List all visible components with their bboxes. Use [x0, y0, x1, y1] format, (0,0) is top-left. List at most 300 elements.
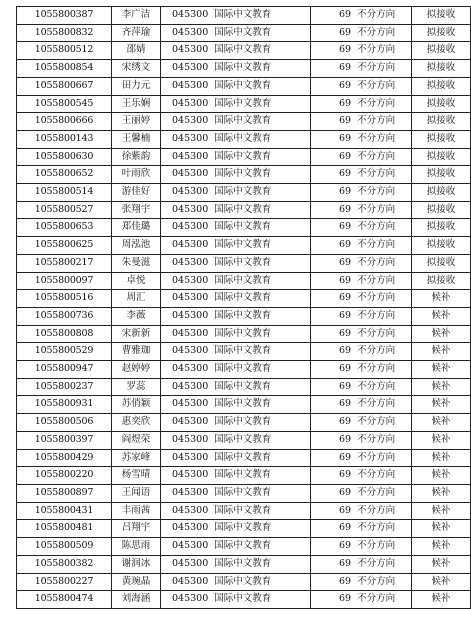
major-code: 045300: [172, 132, 209, 144]
candidate-name-cell: 齐萍瑜: [112, 24, 161, 42]
table-row: [17, 95, 471, 113]
score-direction-cell: [311, 7, 412, 25]
major-code: 045300: [172, 345, 209, 357]
score-value: 69: [339, 593, 352, 605]
candidate-id-cell: 1055800947: [17, 361, 112, 379]
admission-status-cell: 候补: [412, 307, 471, 325]
admission-status-cell: 候补: [412, 396, 471, 414]
direction-label: 不分方向: [357, 79, 396, 91]
table-row: [17, 396, 471, 414]
major-cell: [161, 484, 311, 502]
table-row: [17, 378, 471, 396]
direction-label: 不分方向: [357, 363, 396, 375]
candidate-name-cell: 卓悦: [112, 272, 161, 290]
major-cell: [161, 361, 311, 379]
table-row: [17, 60, 471, 78]
score-value: 69: [339, 221, 352, 233]
score-value: 69: [339, 239, 352, 251]
major-code: 045300: [172, 380, 209, 392]
admission-status-cell: 候补: [412, 484, 471, 502]
score-direction-cell: [311, 95, 412, 113]
major-name: 国际中文教育: [214, 363, 272, 375]
candidate-name-cell: 周泓池: [112, 237, 161, 255]
score-value: 69: [339, 469, 352, 481]
admission-status-cell: 候补: [412, 431, 471, 449]
table-row: [17, 113, 471, 131]
score-value: 69: [339, 97, 352, 109]
candidate-name-cell: 徐紫韵: [112, 148, 161, 166]
candidate-id-cell: 1055800387: [17, 7, 112, 25]
candidate-id-cell: 1055800832: [17, 24, 112, 42]
major-code: 045300: [172, 504, 209, 516]
candidate-id-cell: 1055800630: [17, 148, 112, 166]
score-value: 69: [339, 62, 352, 74]
candidate-id-cell: 1055800808: [17, 325, 112, 343]
major-code: 045300: [172, 469, 209, 481]
table-row: [17, 42, 471, 60]
score-direction-cell: [311, 378, 412, 396]
major-cell: [161, 237, 311, 255]
major-name: 国际中文教育: [214, 398, 272, 410]
major-cell: [161, 307, 311, 325]
direction-label: 不分方向: [357, 26, 396, 38]
major-cell: [161, 219, 311, 237]
score-value: 69: [339, 256, 352, 268]
direction-label: 不分方向: [357, 9, 396, 20]
admission-status-cell: 拟接收: [412, 24, 471, 42]
major-code: 045300: [172, 186, 209, 198]
direction-label: 不分方向: [357, 433, 396, 445]
admission-status-cell: 拟接收: [412, 77, 471, 95]
candidate-id-cell: 1055800666: [17, 113, 112, 131]
table-row: [17, 254, 471, 272]
score-value: 69: [339, 9, 352, 20]
candidate-id-cell: 1055800652: [17, 166, 112, 184]
major-name: 国际中文教育: [214, 575, 272, 587]
table-row: [17, 184, 471, 202]
major-code: 045300: [172, 150, 209, 162]
major-cell: [161, 414, 311, 432]
admission-status-cell: 候补: [412, 520, 471, 538]
major-code: 045300: [172, 292, 209, 304]
admission-status-cell: 候补: [412, 591, 471, 609]
table-row: [17, 414, 471, 432]
direction-label: 不分方向: [357, 132, 396, 144]
major-cell: [161, 272, 311, 290]
candidate-name-cell: 陈思雨: [112, 538, 161, 556]
major-code: 045300: [172, 398, 209, 410]
score-value: 69: [339, 380, 352, 392]
candidate-id-cell: 1055800097: [17, 272, 112, 290]
table-body: [17, 7, 471, 609]
major-code: 045300: [172, 557, 209, 569]
major-code: 045300: [172, 522, 209, 534]
admission-status-cell: 候补: [412, 467, 471, 485]
major-code: 045300: [172, 168, 209, 180]
candidate-id-cell: 1055800397: [17, 431, 112, 449]
score-value: 69: [339, 79, 352, 91]
major-cell: [161, 184, 311, 202]
candidate-id-cell: 1055800545: [17, 95, 112, 113]
major-name: 国际中文教育: [214, 416, 272, 428]
score-direction-cell: [311, 520, 412, 538]
major-cell: [161, 502, 311, 520]
table-row: [17, 272, 471, 290]
major-cell: [161, 555, 311, 573]
major-cell: [161, 148, 311, 166]
score-value: 69: [339, 575, 352, 587]
table-row: [17, 201, 471, 219]
candidate-name-cell: 宋新新: [112, 325, 161, 343]
major-name: 国际中文教育: [214, 44, 272, 56]
score-direction-cell: [311, 484, 412, 502]
candidate-name-cell: 阎煜荣: [112, 431, 161, 449]
major-name: 国际中文教育: [214, 62, 272, 74]
candidate-name-cell: 惠奕欣: [112, 414, 161, 432]
score-direction-cell: [311, 24, 412, 42]
candidate-id-cell: 1055800854: [17, 60, 112, 78]
major-code: 045300: [172, 363, 209, 375]
major-code: 045300: [172, 62, 209, 74]
table-row: [17, 573, 471, 591]
table-row: [17, 24, 471, 42]
major-cell: [161, 573, 311, 591]
admission-status-cell: 候补: [412, 290, 471, 308]
candidate-id-cell: 1055800514: [17, 184, 112, 202]
major-cell: [161, 7, 311, 25]
admission-status-cell: 候补: [412, 555, 471, 573]
admission-status-cell: 候补: [412, 449, 471, 467]
major-name: 国际中文教育: [214, 203, 272, 215]
score-direction-cell: [311, 272, 412, 290]
score-direction-cell: [311, 201, 412, 219]
score-value: 69: [339, 115, 352, 127]
major-cell: [161, 396, 311, 414]
score-value: 69: [339, 186, 352, 198]
major-code: 045300: [172, 221, 209, 233]
candidate-id-cell: 1055800220: [17, 467, 112, 485]
score-value: 69: [339, 363, 352, 375]
score-direction-cell: [311, 254, 412, 272]
direction-label: 不分方向: [357, 522, 396, 534]
major-cell: [161, 431, 311, 449]
score-value: 69: [339, 150, 352, 162]
score-value: 69: [339, 540, 352, 552]
candidate-name-cell: 曹雅珈: [112, 343, 161, 361]
score-direction-cell: [311, 60, 412, 78]
admission-status-cell: 拟接收: [412, 237, 471, 255]
score-value: 69: [339, 451, 352, 463]
admission-status-cell: 候补: [412, 538, 471, 556]
direction-label: 不分方向: [357, 327, 396, 339]
admission-status-cell: 拟接收: [412, 184, 471, 202]
candidate-id-cell: 1055800736: [17, 307, 112, 325]
score-direction-cell: [311, 343, 412, 361]
admission-status-cell: 候补: [412, 378, 471, 396]
candidate-id-cell: 1055800481: [17, 520, 112, 538]
table-row: [17, 591, 471, 609]
admission-status-cell: 拟接收: [412, 60, 471, 78]
major-cell: [161, 24, 311, 42]
major-code: 045300: [172, 79, 209, 91]
major-name: 国际中文教育: [214, 168, 272, 180]
candidate-name-cell: 黄琬晶: [112, 573, 161, 591]
direction-label: 不分方向: [357, 345, 396, 357]
major-name: 国际中文教育: [214, 132, 272, 144]
major-code: 045300: [172, 203, 209, 215]
candidate-name-cell: 游佳好: [112, 184, 161, 202]
direction-label: 不分方向: [357, 540, 396, 552]
candidate-id-cell: 1055800931: [17, 396, 112, 414]
major-code: 045300: [172, 486, 209, 498]
direction-label: 不分方向: [357, 451, 396, 463]
admission-status-cell: 拟接收: [412, 95, 471, 113]
score-value: 69: [339, 309, 352, 321]
candidate-name-cell: 田力元: [112, 77, 161, 95]
direction-label: 不分方向: [357, 256, 396, 268]
direction-label: 不分方向: [357, 469, 396, 481]
candidate-id-cell: 1055800474: [17, 591, 112, 609]
major-code: 045300: [172, 575, 209, 587]
admission-status-cell: 候补: [412, 343, 471, 361]
admission-status-cell: 拟接收: [412, 7, 471, 25]
score-direction-cell: [311, 237, 412, 255]
major-name: 国际中文教育: [214, 486, 272, 498]
candidate-id-cell: 1055800237: [17, 378, 112, 396]
score-value: 69: [339, 522, 352, 534]
major-cell: [161, 520, 311, 538]
table-row: [17, 307, 471, 325]
major-code: 045300: [172, 44, 209, 56]
score-direction-cell: [311, 325, 412, 343]
table-row: [17, 484, 471, 502]
major-code: 045300: [172, 9, 209, 20]
admission-status-cell: 候补: [412, 414, 471, 432]
direction-label: 不分方向: [357, 557, 396, 569]
admission-status-cell: 拟接收: [412, 42, 471, 60]
score-direction-cell: [311, 166, 412, 184]
candidate-name-cell: 谢润冰: [112, 555, 161, 573]
score-direction-cell: [311, 219, 412, 237]
candidate-id-cell: 1055800431: [17, 502, 112, 520]
major-cell: [161, 60, 311, 78]
score-direction-cell: [311, 42, 412, 60]
score-direction-cell: [311, 113, 412, 131]
table-row: [17, 237, 471, 255]
score-value: 69: [339, 345, 352, 357]
candidate-name-cell: 刘海涵: [112, 591, 161, 609]
score-direction-cell: [311, 591, 412, 609]
score-direction-cell: [311, 290, 412, 308]
admission-list-table: [16, 6, 471, 609]
score-value: 69: [339, 26, 352, 38]
major-name: 国际中文教育: [214, 380, 272, 392]
candidate-id-cell: 1055800529: [17, 343, 112, 361]
score-direction-cell: [311, 467, 412, 485]
direction-label: 不分方向: [357, 416, 396, 428]
score-direction-cell: [311, 538, 412, 556]
major-cell: [161, 449, 311, 467]
direction-label: 不分方向: [357, 575, 396, 587]
major-code: 045300: [172, 97, 209, 109]
major-cell: [161, 130, 311, 148]
candidate-id-cell: 1055800897: [17, 484, 112, 502]
candidate-name-cell: 苏俏颖: [112, 396, 161, 414]
direction-label: 不分方向: [357, 292, 396, 304]
table-row: [17, 555, 471, 573]
major-cell: [161, 95, 311, 113]
candidate-name-cell: 周汇: [112, 290, 161, 308]
score-value: 69: [339, 327, 352, 339]
table-row: [17, 343, 471, 361]
table-row: [17, 467, 471, 485]
candidate-name-cell: 丰雨茜: [112, 502, 161, 520]
direction-label: 不分方向: [357, 168, 396, 180]
score-value: 69: [339, 44, 352, 56]
table-row: [17, 431, 471, 449]
direction-label: 不分方向: [357, 115, 396, 127]
score-direction-cell: [311, 449, 412, 467]
admission-status-cell: 候补: [412, 361, 471, 379]
table-row: [17, 538, 471, 556]
score-direction-cell: [311, 396, 412, 414]
major-cell: [161, 290, 311, 308]
direction-label: 不分方向: [357, 309, 396, 321]
candidate-id-cell: 1055800512: [17, 42, 112, 60]
candidate-id-cell: 1055800382: [17, 555, 112, 573]
table-row: [17, 520, 471, 538]
major-code: 045300: [172, 593, 209, 605]
candidate-name-cell: 李薇: [112, 307, 161, 325]
major-name: 国际中文教育: [214, 469, 272, 481]
score-value: 69: [339, 274, 352, 286]
candidate-id-cell: 1055800527: [17, 201, 112, 219]
major-name: 国际中文教育: [214, 186, 272, 198]
major-code: 045300: [172, 451, 209, 463]
score-value: 69: [339, 416, 352, 428]
candidate-id-cell: 1055800429: [17, 449, 112, 467]
candidate-id-cell: 1055800217: [17, 254, 112, 272]
candidate-id-cell: 1055800516: [17, 290, 112, 308]
score-direction-cell: [311, 431, 412, 449]
admission-status-cell: 拟接收: [412, 130, 471, 148]
candidate-name-cell: 李广洁: [112, 7, 161, 25]
admission-status-cell: 拟接收: [412, 201, 471, 219]
major-code: 045300: [172, 309, 209, 321]
major-name: 国际中文教育: [214, 345, 272, 357]
table-row: [17, 130, 471, 148]
table-row: [17, 77, 471, 95]
table-row: [17, 219, 471, 237]
major-code: 045300: [172, 274, 209, 286]
major-name: 国际中文教育: [214, 327, 272, 339]
major-code: 045300: [172, 256, 209, 268]
candidate-name-cell: 王丽婷: [112, 113, 161, 131]
candidate-name-cell: 王乐娴: [112, 95, 161, 113]
major-name: 国际中文教育: [214, 115, 272, 127]
major-cell: [161, 77, 311, 95]
major-name: 国际中文教育: [214, 292, 272, 304]
candidate-name-cell: 朱曼滋: [112, 254, 161, 272]
candidate-name-cell: 宋绣文: [112, 60, 161, 78]
candidate-name-cell: 邵婧: [112, 42, 161, 60]
candidate-name-cell: 张翔宇: [112, 201, 161, 219]
table-row: [17, 361, 471, 379]
table-row: [17, 449, 471, 467]
candidate-name-cell: 赵婷婷: [112, 361, 161, 379]
score-value: 69: [339, 433, 352, 445]
direction-label: 不分方向: [357, 486, 396, 498]
major-name: 国际中文教育: [214, 504, 272, 516]
table-row: [17, 148, 471, 166]
major-cell: [161, 343, 311, 361]
admission-status-cell: 拟接收: [412, 148, 471, 166]
admission-status-cell: 拟接收: [412, 113, 471, 131]
score-value: 69: [339, 168, 352, 180]
table-row: [17, 290, 471, 308]
direction-label: 不分方向: [357, 593, 396, 605]
candidate-id-cell: 1055800506: [17, 414, 112, 432]
direction-label: 不分方向: [357, 380, 396, 392]
major-code: 045300: [172, 540, 209, 552]
direction-label: 不分方向: [357, 44, 396, 56]
admission-status-cell: 候补: [412, 502, 471, 520]
major-name: 国际中文教育: [214, 79, 272, 91]
major-code: 045300: [172, 115, 209, 127]
candidate-id-cell: 1055800653: [17, 219, 112, 237]
major-name: 国际中文教育: [214, 451, 272, 463]
direction-label: 不分方向: [357, 97, 396, 109]
major-name: 国际中文教育: [214, 26, 272, 38]
major-cell: [161, 325, 311, 343]
candidate-id-cell: 1055800509: [17, 538, 112, 556]
major-name: 国际中文教育: [214, 97, 272, 109]
score-value: 69: [339, 398, 352, 410]
major-cell: [161, 467, 311, 485]
score-direction-cell: [311, 555, 412, 573]
admission-status-cell: 拟接收: [412, 254, 471, 272]
score-direction-cell: [311, 77, 412, 95]
score-direction-cell: [311, 361, 412, 379]
score-direction-cell: [311, 573, 412, 591]
direction-label: 不分方向: [357, 239, 396, 251]
major-code: 045300: [172, 433, 209, 445]
candidate-id-cell: 1055800625: [17, 237, 112, 255]
candidate-name-cell: 王馨楠: [112, 130, 161, 148]
direction-label: 不分方向: [357, 150, 396, 162]
direction-label: 不分方向: [357, 274, 396, 286]
major-cell: [161, 254, 311, 272]
score-direction-cell: [311, 502, 412, 520]
major-cell: [161, 113, 311, 131]
admission-status-cell: 拟接收: [412, 272, 471, 290]
major-name: 国际中文教育: [214, 239, 272, 251]
admission-status-cell: 候补: [412, 325, 471, 343]
major-cell: [161, 201, 311, 219]
major-cell: [161, 166, 311, 184]
candidate-name-cell: 王闻语: [112, 484, 161, 502]
score-value: 69: [339, 504, 352, 516]
score-value: 69: [339, 486, 352, 498]
candidate-id-cell: 1055800143: [17, 130, 112, 148]
candidate-name-cell: 叶雨欣: [112, 166, 161, 184]
direction-label: 不分方向: [357, 186, 396, 198]
major-name: 国际中文教育: [214, 221, 272, 233]
score-direction-cell: [311, 130, 412, 148]
major-name: 国际中文教育: [214, 557, 272, 569]
score-direction-cell: [311, 414, 412, 432]
admission-status-cell: 候补: [412, 573, 471, 591]
